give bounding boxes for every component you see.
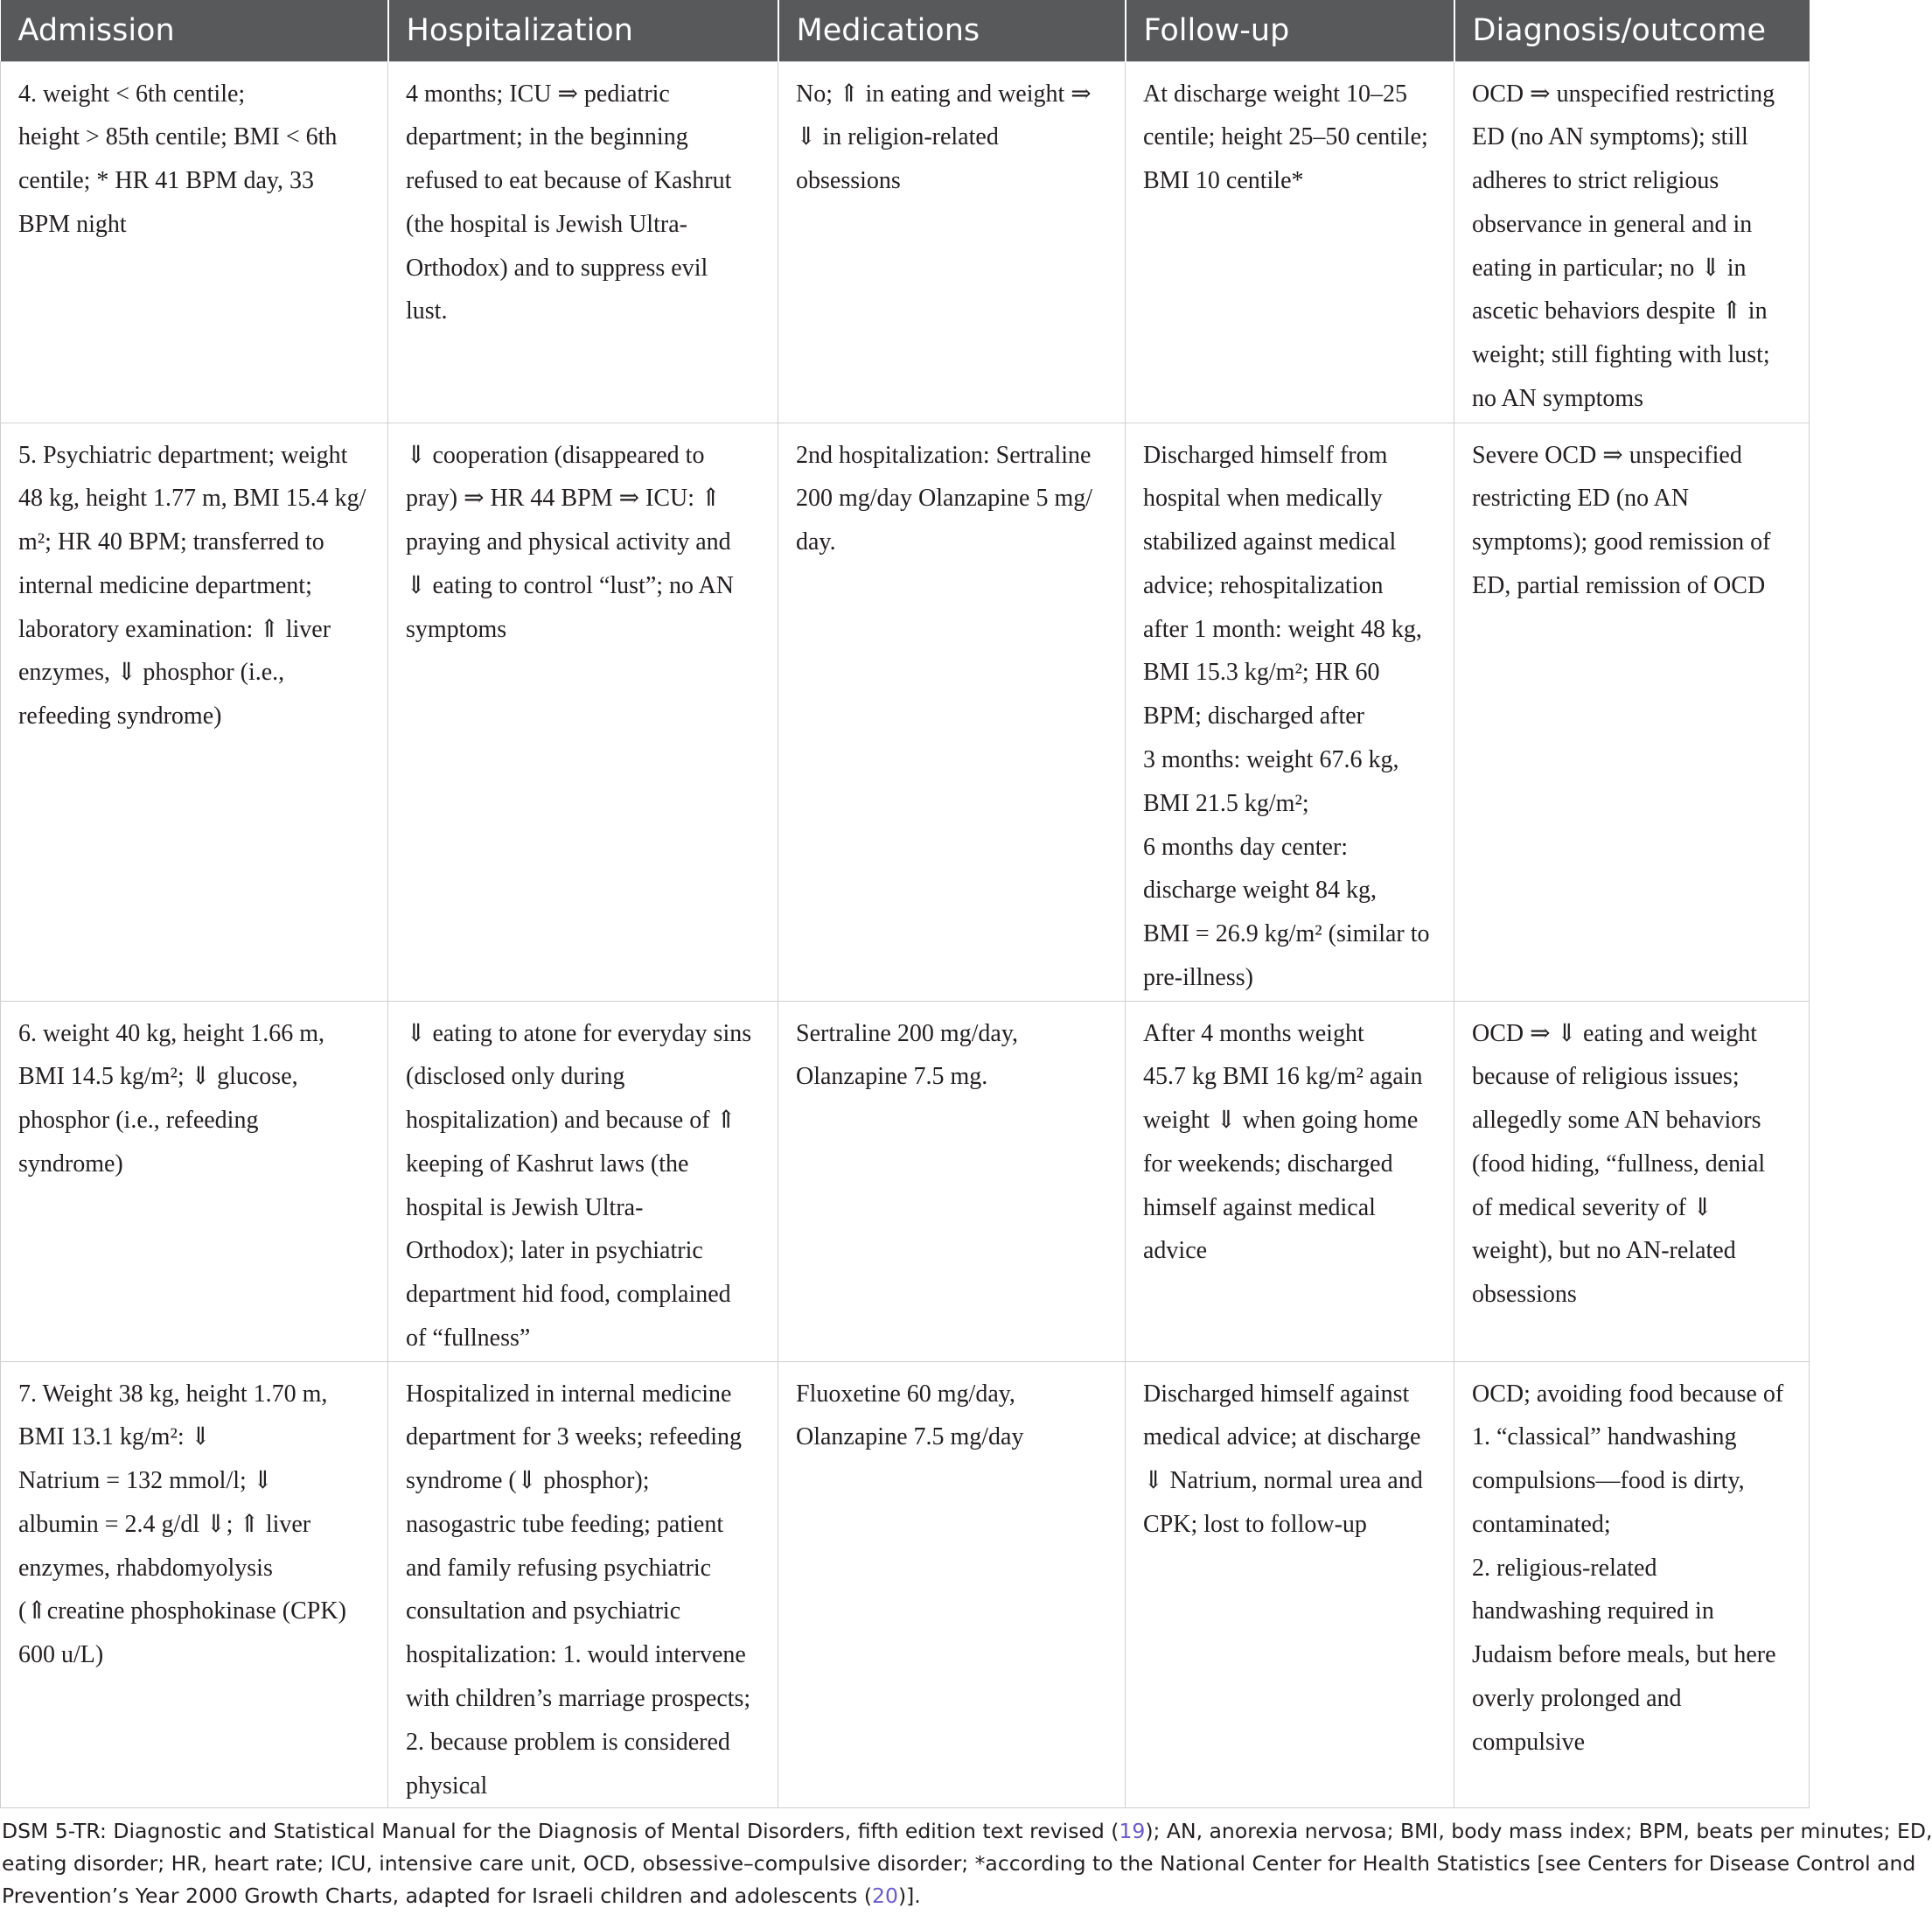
cell-text: praying and physical activity and: [406, 528, 731, 556]
cell-text: Judaism before meals, but here: [1472, 1641, 1776, 1669]
footnote-text: ); AN, anorexia nervosa; BMI, body mass index; BPM, beats per minutes; ED,: [1145, 1819, 1932, 1843]
cell-text: of medical severity of ⇓: [1472, 1193, 1713, 1221]
cell-text: ⇓ Natrium, normal urea and: [1143, 1467, 1423, 1495]
cell-text: height > 85th centile; BMI < 6th: [18, 123, 338, 151]
cell-text: ascetic behaviors despite ⇑ in: [1472, 297, 1768, 325]
table-footnote: [2, 1815, 1932, 1912]
cell-text: BMI 15.3 kg/m²; HR 60: [1143, 659, 1380, 687]
cell-text: hospitalization: 1. would intervene: [406, 1641, 746, 1669]
cell-hospitalization: [388, 423, 778, 1001]
cell-text: 4 months; ICU ⇒ pediatric: [406, 80, 670, 108]
cell-text: BMI 10 centile*: [1143, 167, 1304, 195]
table-row: [1, 1361, 1810, 1808]
cell-text: 45.7 kg BMI 16 kg/m² again: [1143, 1063, 1423, 1091]
cell-text: laboratory examination: ⇑ liver: [18, 615, 331, 643]
cell-text: Fluoxetine 60 mg/day,: [796, 1380, 1015, 1408]
cell-text: advice: [1143, 1237, 1208, 1265]
cell-text: overly prolonged and: [1472, 1685, 1682, 1713]
cell-text: and family refusing psychiatric: [406, 1554, 712, 1582]
cell-text: BMI 21.5 kg/m²;: [1143, 789, 1309, 817]
reference-link-20[interactable]: 20: [872, 1884, 898, 1908]
cell-text: syndrome (⇓ phosphor);: [406, 1467, 650, 1495]
cell-text: compulsive: [1472, 1728, 1586, 1756]
cell-text: 1. “classical” handwashing: [1472, 1423, 1737, 1451]
cell-text: syndrome): [18, 1150, 123, 1178]
cell-diagnosis: [1454, 423, 1810, 1001]
cell-text: physical: [406, 1772, 488, 1800]
cell-text: hospital when medically: [1143, 485, 1383, 513]
header-admission: Admission: [1, 0, 388, 61]
cell-text: ED (no AN symptoms); still: [1472, 123, 1748, 151]
cell-text: Orthodox); later in psychiatric: [406, 1237, 703, 1265]
cell-text: refused to eat because of Kashrut: [406, 167, 732, 195]
cell-text: Sertraline 200 mg/day,: [796, 1019, 1019, 1047]
cell-medications: [778, 423, 1126, 1001]
cell-follow-up: [1126, 1001, 1454, 1361]
cell-text: BMI 13.1 kg/m²: ⇓: [18, 1423, 212, 1451]
cell-text: pre-illness): [1143, 964, 1253, 992]
footnote-line: [2, 1815, 1932, 1848]
cell-text: ED, partial remission of OCD: [1472, 571, 1766, 599]
cell-text: 2. because problem is considered: [406, 1728, 730, 1756]
cell-text: 7. Weight 38 kg, height 1.70 m,: [18, 1380, 328, 1408]
cell-text: no AN symptoms: [1472, 385, 1644, 413]
cell-admission: [1, 1001, 388, 1361]
cell-text: Natrium = 132 mmol/l; ⇓: [18, 1467, 274, 1495]
cell-text: lust.: [406, 297, 448, 325]
cell-text: because of religious issues;: [1472, 1063, 1740, 1091]
cell-text: advice; rehospitalization: [1143, 571, 1384, 599]
cell-text: weight; still fighting with lust;: [1472, 341, 1770, 369]
cell-text: keeping of Kashrut laws (the: [406, 1150, 689, 1178]
cell-admission: [1, 423, 388, 1001]
footnote-text: )].: [897, 1884, 921, 1908]
cell-text: BMI = 26.9 kg/m² (similar to: [1143, 920, 1430, 948]
cell-text: Severe OCD ⇒ unspecified: [1472, 441, 1742, 469]
cell-text: OCD ⇒ ⇓ eating and weight: [1472, 1019, 1758, 1047]
cell-diagnosis: [1454, 1001, 1810, 1361]
cell-text: BPM night: [18, 210, 127, 238]
cell-text: hospital is Jewish Ultra-: [406, 1193, 644, 1221]
cell-text: allegedly some AN behaviors: [1472, 1107, 1761, 1135]
footnote-line: [2, 1880, 1803, 1912]
reference-link-19[interactable]: 19: [1119, 1819, 1146, 1843]
cell-follow-up: [1126, 423, 1454, 1001]
cell-text: centile; * HR 41 BPM day, 33: [18, 167, 315, 195]
cell-text: after 1 month: weight 48 kg,: [1143, 615, 1422, 643]
cell-text: Orthodox) and to suppress evil: [406, 254, 708, 282]
cell-text: handwashing required in: [1472, 1597, 1714, 1625]
cell-text: BMI 14.5 kg/m²; ⇓ glucose,: [18, 1063, 298, 1091]
cell-text: 6 months day center:: [1143, 833, 1349, 861]
cell-text: obsessions: [1472, 1281, 1577, 1309]
header-hospitalization: Hospitalization: [388, 0, 778, 61]
cell-text: day.: [796, 528, 836, 556]
table-row: [1, 1001, 1810, 1361]
cell-text: Hospitalized in internal medicine: [406, 1380, 732, 1408]
cell-text: department hid food, complained: [406, 1281, 731, 1309]
table-header-row: [1, 0, 1810, 61]
cell-text: Olanzapine 7.5 mg.: [796, 1063, 988, 1091]
cell-text: enzymes, rhabdomyolysis: [18, 1554, 273, 1582]
cell-text: m²; HR 40 BPM; transferred to: [18, 528, 324, 556]
cell-text: OCD ⇒ unspecified restricting: [1472, 80, 1775, 108]
cell-text: nasogastric tube feeding; patient: [406, 1510, 724, 1538]
cell-text: ⇓ eating to atone for everyday sins: [406, 1019, 752, 1047]
cell-text: BPM; discharged after: [1143, 702, 1364, 730]
cell-text: Discharged himself against: [1143, 1380, 1410, 1408]
cell-text: (⇑creatine phosphokinase (CPK): [18, 1597, 346, 1625]
cell-text: ⇓ eating to control “lust”; no AN: [406, 571, 734, 599]
cell-admission: [1, 1361, 388, 1808]
cell-hospitalization: [388, 1001, 778, 1361]
cell-text: stabilized against medical: [1143, 528, 1397, 556]
cell-text: department for 3 weeks; refeeding: [406, 1423, 743, 1451]
cell-text: Discharged himself from: [1143, 441, 1388, 469]
cell-text: weight ⇓ when going home: [1143, 1107, 1419, 1135]
cell-text: symptoms); good remission of: [1472, 528, 1771, 556]
cell-medications: [778, 1361, 1126, 1808]
cell-text: 2nd hospitalization: Sertraline: [796, 441, 1092, 469]
table-row: [1, 61, 1810, 423]
cell-text: refeeding syndrome): [18, 702, 222, 730]
cell-text: weight), but no AN-related: [1472, 1237, 1736, 1265]
cell-text: ⇓ cooperation (disappeared to: [406, 441, 705, 469]
cell-diagnosis: [1454, 61, 1810, 423]
cell-text: eating in particular; no ⇓ in: [1472, 254, 1747, 282]
cell-text: hospitalization) and because of ⇑: [406, 1107, 736, 1135]
cell-medications: [778, 61, 1126, 423]
cell-text: centile; height 25–50 centile;: [1143, 123, 1428, 151]
cell-admission: [1, 61, 388, 423]
cell-text: (disclosed only during: [406, 1063, 625, 1091]
footnote-text: DSM 5-TR: Diagnostic and Statistical Manual for the Diagnosis of Mental Disorders, fifth edition text revised (: [2, 1819, 1119, 1843]
cell-text: restricting ED (no AN: [1472, 485, 1690, 513]
cell-text: 200 mg/day Olanzapine 5 mg/: [796, 485, 1093, 513]
cell-diagnosis: [1454, 1361, 1810, 1808]
cell-text: ⇓ in religion-related: [796, 123, 999, 151]
cell-text: enzymes, ⇓ phosphor (i.e.,: [18, 659, 285, 687]
cell-text: consultation and psychiatric: [406, 1597, 681, 1625]
cell-text: pray) ⇒ HR 44 BPM ⇒ ICU: ⇑: [406, 485, 722, 513]
cell-text: 3 months: weight 67.6 kg,: [1143, 746, 1399, 774]
header-follow-up: Follow-up: [1126, 0, 1454, 61]
cell-text: (the hospital is Jewish Ultra-: [406, 210, 687, 238]
cell-text: adheres to strict religious: [1472, 167, 1719, 195]
cell-text: medical advice; at discharge: [1143, 1423, 1421, 1451]
cell-text: 2. religious-related: [1472, 1554, 1657, 1582]
cell-text: observance in general and in: [1472, 210, 1753, 238]
cell-text: of “fullness”: [406, 1324, 531, 1352]
cell-text: compulsions—food is dirty,: [1472, 1467, 1745, 1495]
cell-text: himself against medical: [1143, 1193, 1376, 1221]
cell-text: No; ⇑ in eating and weight ⇒: [796, 80, 1092, 108]
cell-text: 5. Psychiatric department; weight: [18, 441, 348, 469]
cell-text: for weekends; discharged: [1143, 1150, 1393, 1178]
cell-text: obsessions: [796, 167, 901, 195]
cell-text: Olanzapine 7.5 mg/day: [796, 1423, 1024, 1451]
cell-hospitalization: [388, 61, 778, 423]
cell-text: symptoms: [406, 615, 507, 643]
cell-follow-up: [1126, 1361, 1454, 1808]
cell-text: 6. weight 40 kg, height 1.66 m,: [18, 1019, 324, 1047]
header-diagnosis-outcome: Diagnosis/outcome: [1454, 0, 1810, 61]
cell-text: 48 kg, height 1.77 m, BMI 15.4 kg/: [18, 485, 366, 513]
cell-follow-up: [1126, 61, 1454, 423]
cell-text: OCD; avoiding food because of: [1472, 1380, 1784, 1408]
cell-text: CPK; lost to follow-up: [1143, 1510, 1367, 1538]
footnote-text: Prevention’s Year 2000 Growth Charts, adapted for Israeli children and adolescents (: [2, 1884, 873, 1908]
cell-text: discharge weight 84 kg,: [1143, 877, 1377, 905]
header-medications: Medications: [778, 0, 1126, 61]
footnote-line: eating disorder; HR, heart rate; ICU, intensive care unit, OCD, obsessive–compulsive disorder; *according to the National Center for Health Statistics [see Centers for Disease Control and: [2, 1851, 1916, 1876]
cell-text: 4. weight < 6th centile;: [18, 80, 246, 108]
cell-hospitalization: [388, 1361, 778, 1808]
cell-text: department; in the beginning: [406, 123, 688, 151]
cell-text: internal medicine department;: [18, 571, 312, 599]
cell-text: 600 u/L): [18, 1641, 104, 1669]
cell-text: At discharge weight 10–25: [1143, 80, 1407, 108]
cell-text: phosphor (i.e., refeeding: [18, 1107, 259, 1135]
table-row: [1, 423, 1810, 1001]
cell-text: with children’s marriage prospects;: [406, 1685, 751, 1713]
cell-medications: [778, 1001, 1126, 1361]
cell-text: After 4 months weight: [1143, 1019, 1364, 1047]
cell-text: albumin = 2.4 g/dl ⇓; ⇑ liver: [18, 1510, 311, 1538]
cell-text: contaminated;: [1472, 1510, 1611, 1538]
cell-text: (food hiding, “fullness, denial: [1472, 1150, 1766, 1178]
